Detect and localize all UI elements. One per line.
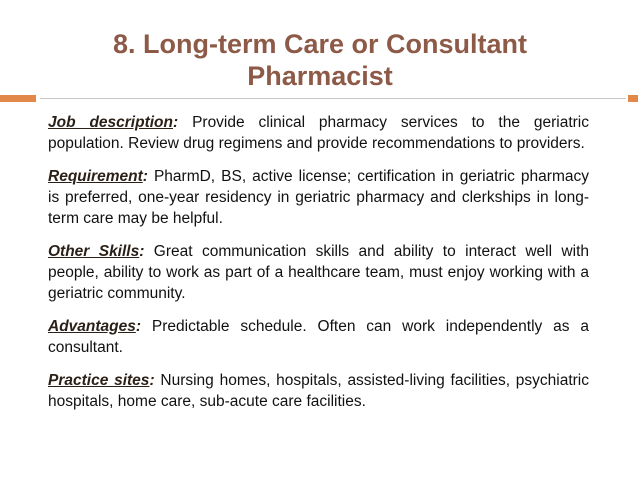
- section-label: Requirement: [48, 168, 143, 185]
- section-label: Advantages: [48, 318, 136, 335]
- section-practice-sites: [48, 370, 589, 412]
- section-other-skills: [48, 241, 589, 304]
- section-colon: :: [135, 318, 142, 335]
- slide-body: [48, 112, 589, 424]
- section-text: Nursing homes, hospitals, assisted-living facilities, psychiatric hospitals, home care, sub-acute care facilities.: [48, 372, 589, 410]
- section-label: Job description: [48, 114, 173, 131]
- section-text: Provide clinical pharmacy services to the geriatric population. Review drug regimens and provide recommendations to providers.: [48, 114, 590, 152]
- section-colon: :: [142, 168, 148, 185]
- section-job-description: [48, 112, 589, 154]
- section-label: Other Skills: [48, 243, 140, 260]
- section-colon: :: [139, 243, 145, 260]
- section-text: Predictable schedule. Often can work independently as a consultant.: [48, 318, 589, 356]
- right-accent-square: [628, 95, 638, 102]
- section-label: Practice sites: [48, 372, 150, 389]
- slide-title-line-2: Pharmacist: [247, 61, 393, 91]
- section-colon: :: [149, 372, 155, 389]
- left-accent-bar: [0, 95, 36, 102]
- section-text: Great communication skills and ability to interact well with people, ability to work as part of a healthcare team, must enjoy working with a geriatric community.: [48, 243, 589, 302]
- section-requirement: [48, 166, 589, 229]
- section-text: PharmD, BS, active license; certification in geriatric pharmacy is preferred, one-year residency in geriatric pharmacy and clerkships in long-term care may be helpful.: [48, 168, 589, 227]
- title-divider-line: [40, 98, 626, 99]
- section-advantages: [48, 316, 589, 358]
- slide-title-line-1: 8. Long-term Care or Consultant: [112, 29, 528, 59]
- slide-title: [60, 28, 580, 92]
- section-colon: :: [173, 114, 179, 131]
